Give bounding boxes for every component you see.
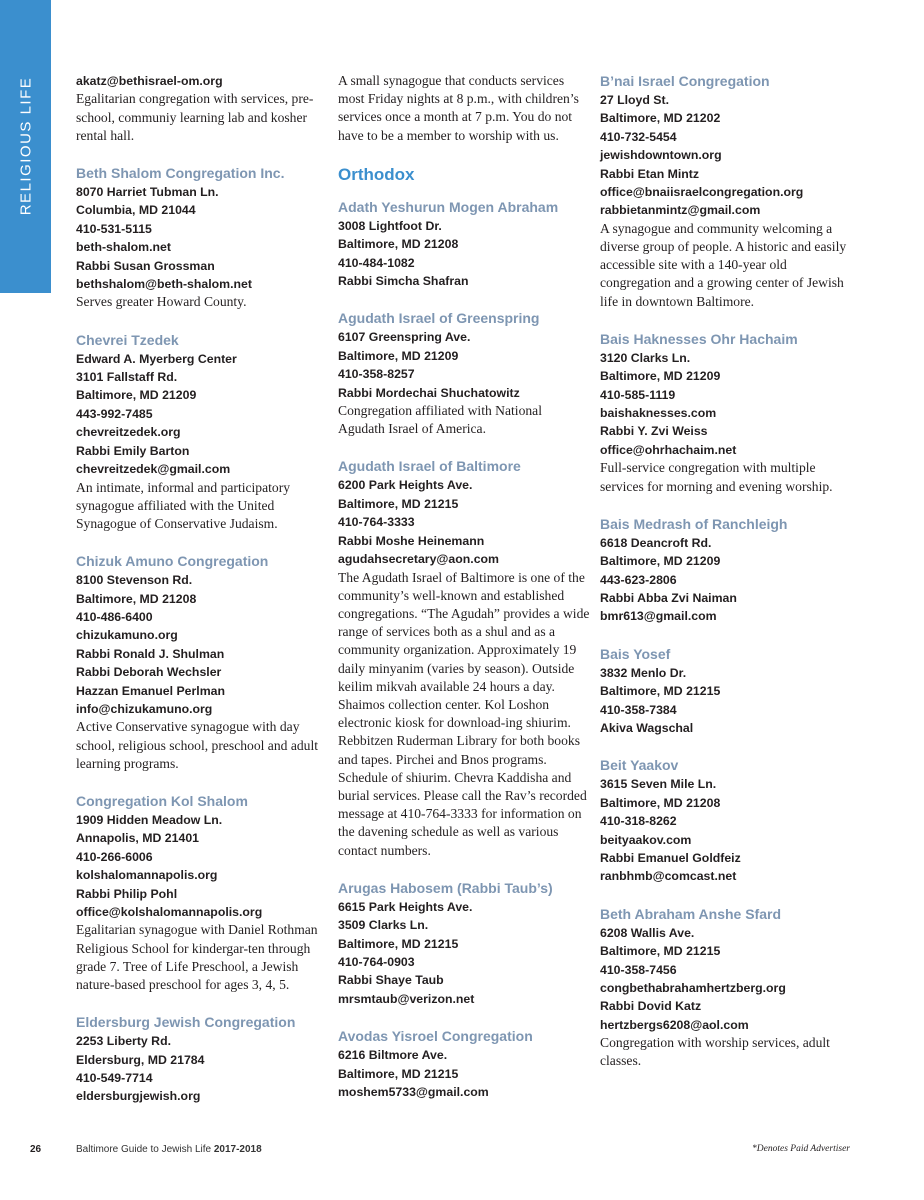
listing-detail: baishaknesses.com bbox=[600, 406, 717, 421]
listing-detail: congbethabrahamhertzberg.org bbox=[600, 981, 786, 996]
advertiser-note: *Denotes Paid Advertiser bbox=[752, 1144, 850, 1154]
listing-detail: 6216 Biltmore Ave. bbox=[338, 1048, 448, 1063]
listing-name: B’nai Israel Congregation bbox=[600, 73, 770, 89]
listing-detail: Baltimore, MD 21202 bbox=[600, 111, 721, 126]
column-2 bbox=[338, 72, 590, 1120]
listing-detail: Baltimore, MD 21208 bbox=[338, 237, 459, 252]
listing-entry bbox=[76, 792, 326, 994]
listing-detail: Columbia, MD 21044 bbox=[76, 203, 196, 218]
listing-detail: Rabbi Etan Mintz bbox=[600, 166, 700, 181]
listing-detail: chevreitzedek.org bbox=[76, 425, 181, 440]
listing-detail: beityaakov.com bbox=[600, 832, 692, 847]
listing-detail: Rabbi Susan Grossman bbox=[76, 258, 215, 273]
listing-detail: Rabbi Philip Pohl bbox=[76, 886, 178, 901]
listing-detail: jewishdowntown.org bbox=[600, 148, 722, 163]
listing-description: A small synagogue that conducts services most Friday nights at 8 p.m., with children’s services once a month at 7 p.m. You do not have to be a member to worship with us. bbox=[338, 73, 579, 143]
page-number: 26 bbox=[30, 1144, 42, 1155]
listing-detail: 3509 Clarks Ln. bbox=[338, 918, 429, 933]
publication-title bbox=[76, 1144, 262, 1155]
listing-name: Bais Medrash of Ranchleigh bbox=[600, 515, 788, 532]
listing-detail: office@ohrhachaim.net bbox=[600, 442, 737, 457]
listing-detail: 410-732-5454 bbox=[600, 129, 677, 144]
listing-entry bbox=[600, 330, 850, 496]
column-3 bbox=[600, 72, 850, 1090]
listing-detail: 3101 Fallstaff Rd. bbox=[76, 370, 178, 385]
listing-detail: bethshalom@beth-shalom.net bbox=[76, 277, 252, 292]
listing-detail: Baltimore, MD 21215 bbox=[600, 944, 721, 959]
listing-detail: Edward A. Myerberg Center bbox=[76, 351, 237, 366]
listing-detail: Baltimore, MD 21208 bbox=[600, 795, 721, 810]
listing-description: An intimate, informal and participatory synagogue affiliated with the United Synagogue of Conservative Judaism. bbox=[76, 479, 291, 531]
listing-detail: Rabbi Ronald J. Shulman bbox=[76, 646, 225, 661]
listing-entry bbox=[338, 198, 590, 291]
listing-name: Bais Haknesses Ohr Hachaim bbox=[600, 330, 798, 347]
listing-description: A synagogue and community welcoming a diverse group of people. A historic and easily accessible site with a 140-year old congregation and a growing center of Jewish life in downtown Baltimore. bbox=[600, 220, 847, 309]
listing-entry bbox=[338, 879, 590, 1008]
listing-name: Beth Abraham Anshe Sfard bbox=[600, 905, 781, 922]
listing-detail: 6200 Park Heights Ave. bbox=[338, 478, 473, 493]
listing-name: Beit Yaakov bbox=[600, 757, 679, 774]
listing-entry bbox=[76, 331, 326, 533]
listing-name: Chizuk Amuno Congregation bbox=[76, 553, 269, 570]
section-heading: Orthodox bbox=[338, 164, 415, 184]
listing-detail: Baltimore, MD 21209 bbox=[76, 388, 197, 403]
listing-detail: 6208 Wallis Ave. bbox=[600, 925, 695, 940]
listing-name: Arugas Habosem (Rabbi Taub’s) bbox=[338, 879, 553, 896]
listing-detail: 410-266-6006 bbox=[76, 849, 153, 864]
listing-description: Egalitarian congregation with services, pre-school, communiy learning lab and kosher rental hall. bbox=[76, 91, 314, 143]
listing-detail: 410-318-8262 bbox=[600, 814, 677, 829]
listing-detail: info@chizukamuno.org bbox=[76, 701, 213, 716]
section-tab bbox=[0, 0, 51, 293]
listing-detail: kolshalomannapolis.org bbox=[76, 868, 218, 883]
listing-detail: akatz@bethisrael-om.org bbox=[76, 74, 223, 88]
listing-detail: 410-358-7384 bbox=[600, 702, 677, 717]
listing-entry bbox=[76, 552, 326, 773]
listing-entry bbox=[600, 72, 850, 311]
listing-name: Adath Yeshurun Mogen Abraham bbox=[338, 198, 559, 215]
listing-description: Full-service congregation with multiple services for morning and evening worship. bbox=[600, 460, 833, 494]
listing-detail: 6615 Park Heights Ave. bbox=[338, 899, 473, 914]
listing-detail: Baltimore, MD 21215 bbox=[600, 684, 721, 699]
listing-detail: mrsmtaub@verizon.net bbox=[338, 991, 475, 1006]
listing-detail: Baltimore, MD 21209 bbox=[600, 554, 721, 569]
listing-description: Congregation with worship services, adult classes. bbox=[600, 1035, 830, 1069]
listing-description: The Agudath Israel of Baltimore is one of the community’s well-known and established congregations. “The Agudah” provides a wide range of services both as a shul and as a community organization. Approximately 19 daily minyanim (varies by season). Outside keilim mikvah available 24 hours a day. Shaimos collection center. Kol Loshon electronic kiosk for download-ing shiurim. Rebbitzen Ruderman Library for both books and tapes. Pirchei and Bnos programs. Schedule of shiurim. Chevra Kaddisha and burial services. Please call the Rav’s recorded message at 410-764-3333 for information on the davening schedule as well as various contact numbers. bbox=[338, 569, 590, 858]
listing-detail: 410-549-7714 bbox=[76, 1071, 153, 1086]
listing-detail: 410-764-0903 bbox=[338, 954, 415, 969]
listing-name: Congregation Kol Shalom bbox=[76, 792, 248, 809]
listing-name: Bais Yosef bbox=[600, 645, 671, 662]
listing-detail: Baltimore, MD 21215 bbox=[338, 496, 459, 511]
listing-detail: office@kolshalomannapolis.org bbox=[76, 905, 263, 919]
listing-detail: office@bnaiisraelcongregation.org bbox=[600, 185, 804, 200]
listing-detail: Annapolis, MD 21401 bbox=[76, 831, 200, 846]
listing-detail: chevreitzedek@gmail.com bbox=[76, 462, 231, 477]
section-tab-label: RELIGIOUS LIFE bbox=[17, 76, 35, 216]
listing-detail: Rabbi Simcha Shafran bbox=[338, 274, 469, 289]
listing-detail: 410-764-3333 bbox=[338, 515, 415, 530]
listing-entry bbox=[76, 72, 326, 145]
listing-detail: chizukamuno.org bbox=[76, 628, 178, 643]
listing-name: Avodas Yisroel Congregation bbox=[338, 1028, 533, 1045]
listing-detail: Rabbi Emily Barton bbox=[76, 443, 190, 458]
listing-detail: moshem5733@gmail.com bbox=[338, 1085, 489, 1099]
listing-entry bbox=[338, 72, 590, 145]
listing-detail: 410-484-1082 bbox=[338, 255, 415, 270]
listing-detail: Hazzan Emanuel Perlman bbox=[76, 683, 225, 698]
listing-detail: 6107 Greenspring Ave. bbox=[338, 330, 471, 345]
listing-detail: Baltimore, MD 21215 bbox=[338, 1066, 459, 1081]
listing-entry bbox=[338, 457, 590, 859]
listing-entry bbox=[76, 1013, 326, 1106]
listing-entry bbox=[338, 309, 590, 438]
listing-detail: 8100 Stevenson Rd. bbox=[76, 573, 193, 588]
listing-entry bbox=[76, 164, 326, 312]
listing-detail: 3120 Clarks Ln. bbox=[600, 350, 691, 365]
listing-entry bbox=[600, 645, 850, 738]
listing-entry bbox=[338, 1027, 590, 1101]
listing-detail: 27 Lloyd St. bbox=[600, 93, 670, 107]
listing-detail: Rabbi Shaye Taub bbox=[338, 973, 444, 988]
listing-detail: Rabbi Deborah Wechsler bbox=[76, 665, 222, 680]
listing-detail: 443-992-7485 bbox=[76, 406, 153, 421]
listing-detail: agudahsecretary@aon.com bbox=[338, 552, 499, 567]
publication-years: 2017-2018 bbox=[213, 1144, 262, 1155]
listing-detail: Rabbi Y. Zvi Weiss bbox=[600, 424, 708, 439]
listing-detail: 443-623-2806 bbox=[600, 572, 677, 587]
listing-detail: 3008 Lightfoot Dr. bbox=[338, 218, 442, 233]
listing-detail: hertzbergs6208@aol.com bbox=[600, 1017, 749, 1032]
listing-detail: rabbietanmintz@gmail.com bbox=[600, 203, 761, 218]
listing-detail: 8070 Harriet Tubman Ln. bbox=[76, 185, 219, 200]
listing-detail: Baltimore, MD 21215 bbox=[338, 936, 459, 951]
listing-detail: 410-531-5115 bbox=[76, 221, 152, 236]
listing-detail: 2253 Liberty Rd. bbox=[76, 1034, 171, 1049]
listing-detail: eldersburgjewish.org bbox=[76, 1089, 201, 1104]
listing-detail: Rabbi Mordechai Shuchatowitz bbox=[338, 385, 520, 400]
listing-detail: Baltimore, MD 21209 bbox=[600, 369, 721, 384]
listing-entry bbox=[600, 515, 850, 626]
listing-entry bbox=[600, 756, 850, 885]
listing-name: Agudath Israel of Greenspring bbox=[338, 310, 540, 327]
listing-detail: Baltimore, MD 21209 bbox=[338, 348, 459, 363]
listing-detail: Eldersburg, MD 21784 bbox=[76, 1052, 205, 1067]
listing-detail: 3832 Menlo Dr. bbox=[600, 665, 687, 680]
listing-detail: Akiva Wagschal bbox=[600, 720, 694, 735]
listing-name: Eldersburg Jewish Congregation bbox=[76, 1014, 296, 1031]
listing-detail: ranbhmb@comcast.net bbox=[600, 869, 737, 884]
listing-name: Agudath Israel of Baltimore bbox=[338, 458, 521, 475]
listing-description: Congregation affiliated with National Agudath Israel of America. bbox=[338, 403, 542, 437]
listing-description: Serves greater Howard County. bbox=[76, 294, 247, 310]
column-1 bbox=[76, 72, 326, 1125]
listing-detail: 1909 Hidden Meadow Ln. bbox=[76, 812, 223, 827]
listing-detail: beth-shalom.net bbox=[76, 240, 171, 255]
listing-detail: bmr613@gmail.com bbox=[600, 609, 717, 624]
listing-name: Beth Shalom Congregation Inc. bbox=[76, 165, 285, 182]
listing-detail: Rabbi Abba Zvi Naiman bbox=[600, 590, 737, 605]
listing-detail: Rabbi Moshe Heinemann bbox=[338, 533, 485, 548]
listing-name: Chevrei Tzedek bbox=[76, 331, 179, 348]
listing-detail: Rabbi Emanuel Goldfeiz bbox=[600, 850, 741, 865]
listing-description: Active Conservative synagogue with day school, religious school, preschool and adult learning programs. bbox=[76, 719, 318, 771]
listing-detail: 410-486-6400 bbox=[76, 609, 153, 624]
listing-detail: 410-585-1119 bbox=[600, 387, 676, 402]
listing-description: Egalitarian synagogue with Daniel Rothman Religious School for kindergar-ten through grade 7. Tree of Life Preschool, a Jewish nature-based preschool for ages 3, 4, 5. bbox=[76, 922, 318, 993]
listing-detail: 410-358-7456 bbox=[600, 962, 677, 977]
listing-detail: Rabbi Dovid Katz bbox=[600, 999, 702, 1014]
publication-name: Baltimore Guide to Jewish Life bbox=[76, 1144, 212, 1155]
page-footer bbox=[30, 1144, 850, 1162]
listing-detail: 6618 Deancroft Rd. bbox=[600, 535, 712, 550]
listing-entry bbox=[600, 905, 850, 1071]
listing-detail: 410-358-8257 bbox=[338, 367, 415, 382]
listing-detail: Baltimore, MD 21208 bbox=[76, 591, 197, 606]
listing-detail: 3615 Seven Mile Ln. bbox=[600, 777, 717, 792]
